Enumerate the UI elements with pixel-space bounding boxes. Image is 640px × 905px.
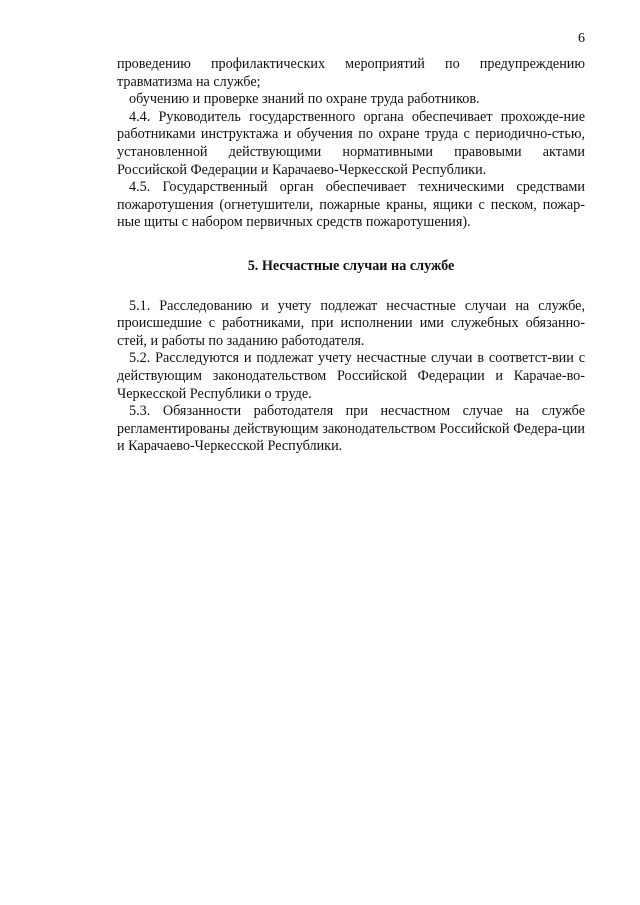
paragraph-4-3-cont-2: обучению и проверке знаний по охране труда работников. xyxy=(129,91,480,108)
section-5-heading: 5. Несчастные случаи на службе xyxy=(247,257,455,274)
paragraph-4-3-cont-1: проведению профилактических мероприятий по предупреждению травматизма на службе; xyxy=(117,56,585,90)
page-number: 6 xyxy=(578,31,585,46)
document-body xyxy=(117,56,585,456)
paragraph-5-1: 5.1. Расследованию и учету подлежат несчастные случаи на службе, происшедшие с работниками, при исполнении ими служебных обязанно-стей, и работы по заданию работодателя. xyxy=(117,297,585,349)
paragraph-4-4: 4.4. Руководитель государственного органа обеспечивает прохожде-ние работниками инструктажа и обучения по охране труда с периодично-стью, установленной действующими нормативными правовыми актами Российской Федерации и Карачаево-Черкесской Республики. xyxy=(117,108,585,178)
paragraph-4-5: 4.5. Государственный орган обеспечивает техническими средствами пожаротушения (огнетушители, пожарные краны, ящики с песком, пожар-ные щиты с набором первичных средств пожаротушения). xyxy=(117,179,585,231)
paragraph-5-3: 5.3. Обязанности работодателя при несчастном случае на службе регламентированы действующим законодательством Российской Федера-ции и Карачаево-Черкесской Республики. xyxy=(117,403,585,455)
paragraph-5-2: 5.2. Расследуются и подлежат учету несчастные случаи в соответст-вии с действующим законодательством Российской Федерации и Карачае-во-Черкесской Республики о труде. xyxy=(117,350,585,402)
